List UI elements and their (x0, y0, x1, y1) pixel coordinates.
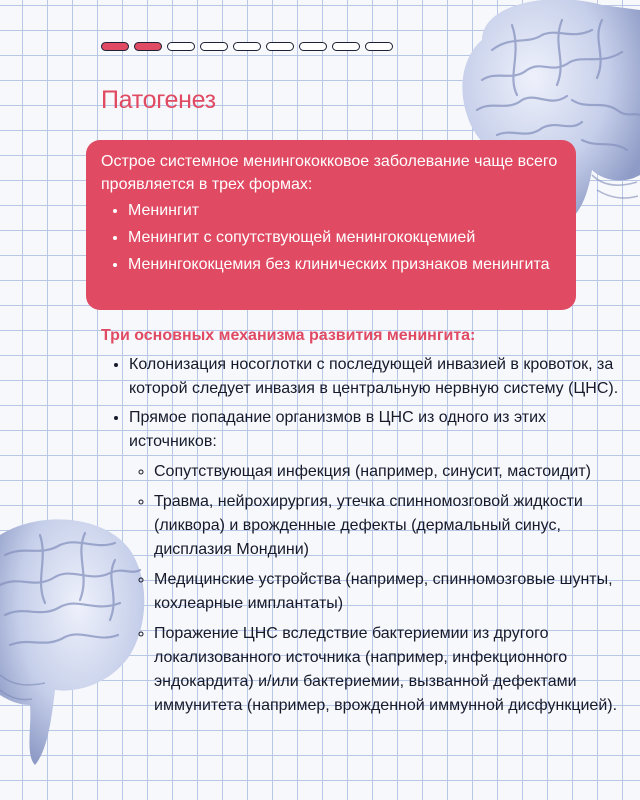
progress-segment (200, 42, 228, 51)
list-item: ◦ Травма, нейрохирургия, утечка спинномозговой жидкости (ликвора) и врожденные дефекты (дермальный синус, дисплазия Мондини) (154, 490, 629, 562)
mechanism-text: Колонизация носоглотки с последующей инвазией в кровоток, за которой следует инвазия в центральную нервную систему (ЦНС). (129, 356, 619, 397)
sources-list (129, 460, 629, 718)
list-item: ◦ Медицинские устройства (например, спинномозговые шунты, кохлеарные имплантаты) (154, 568, 629, 616)
forms-list (101, 199, 560, 276)
mechanism-text: Прямое попадание организмов в ЦНС из одного из этих источников: (129, 409, 547, 450)
progress-segment (233, 42, 261, 51)
progress-segment (167, 42, 195, 51)
forms-intro: Острое системное менингококковое заболевание чаще всего проявляется в трех формах: (101, 153, 558, 193)
progress-segment-active (134, 42, 162, 51)
page-title: Патогенез (101, 86, 216, 114)
list-item: • Менингит с сопутствующей менингококцемией (128, 226, 560, 249)
list-item (129, 406, 629, 718)
list-item: ◦ Сопутствующая инфекция (например, синусит, мастоидит) (154, 460, 629, 484)
progress-segment (299, 42, 327, 51)
mechanisms-heading: Три основных механизма развития менингита: (101, 327, 476, 344)
list-item: • Менингококцемия без клинических признаков менингита (128, 253, 560, 276)
progress-segment (266, 42, 294, 51)
forms-callout (86, 140, 576, 310)
slide-progress-indicator (101, 42, 393, 51)
mechanisms-list (100, 353, 629, 723)
list-item (129, 353, 629, 401)
list-item: • Менингит (128, 199, 560, 222)
list-item: ◦ Поражение ЦНС вследствие бактериемии из другого локализованного источника (например, инфекционного эндокардита) и/или бактериемии, вызванной дефектами иммунитета (например, врожденной иммунной дисфункцией). (154, 622, 629, 718)
progress-segment (365, 42, 393, 51)
progress-segment-active (101, 42, 129, 51)
progress-segment (332, 42, 360, 51)
